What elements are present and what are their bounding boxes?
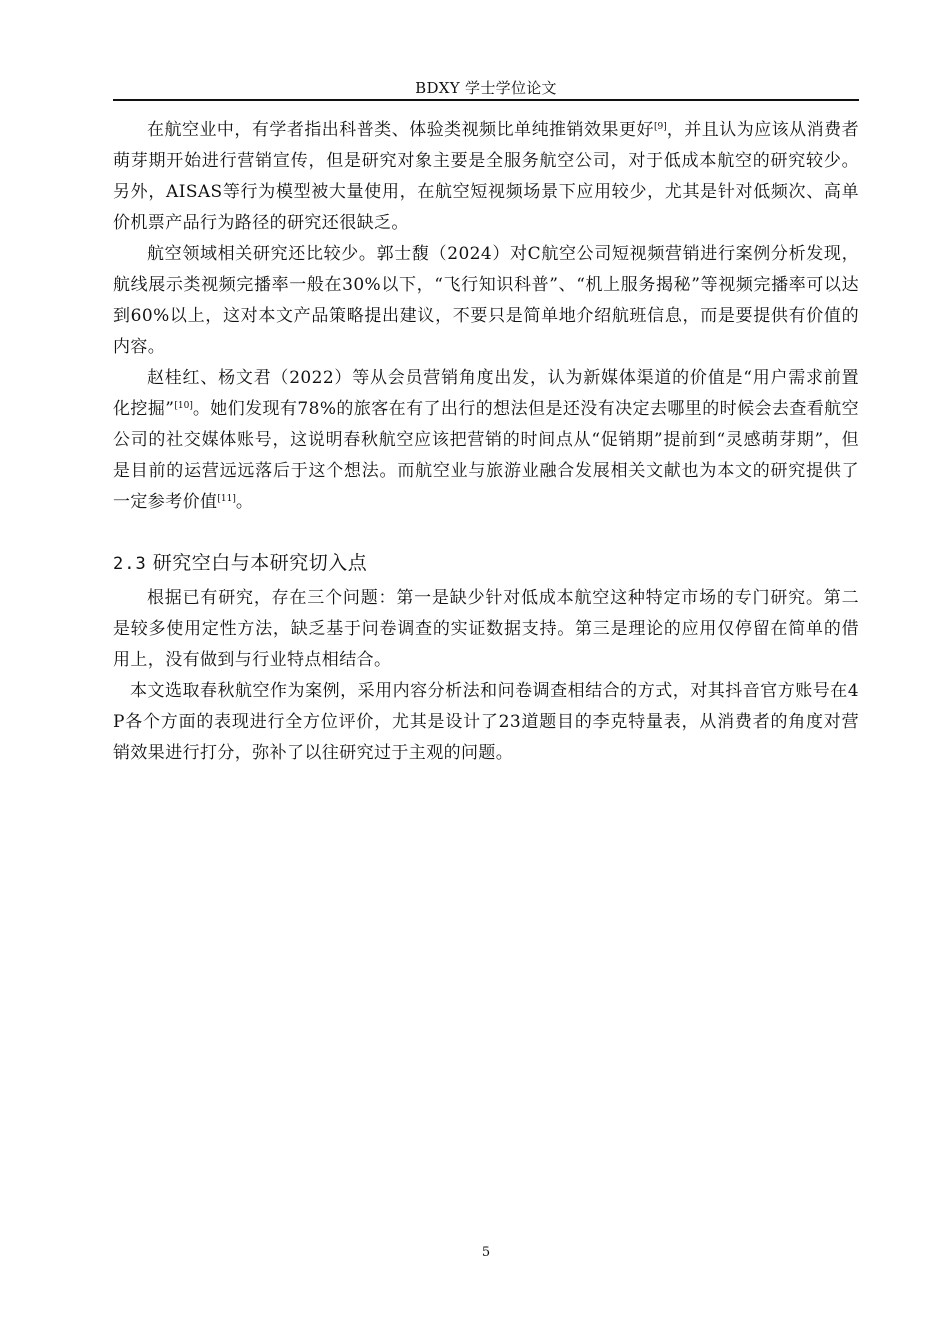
citation-9: [9] bbox=[653, 122, 667, 132]
citation-10: [10] bbox=[174, 401, 193, 411]
paragraph-2: 航空领域相关研究还比较少。郭士馥（2024）对C航空公司短视频营销进行案例分析发现，航线展示类视频完播率一般在30%以下，“飞行知识科普”、“机上服务揭秘”等视频完播率可以达到60%以上，这对本文产品策略提出建议，不要只是简单地介绍航班信息，而是要提供有价值的内容。 bbox=[113, 244, 859, 357]
page-body bbox=[113, 115, 859, 769]
paragraph-4: 根据已有研究，存在三个问题：第一是缺少针对低成本航空这种特定市场的专门研究。第二是较多使用定性方法，缺乏基于问卷调查的实证数据支持。第三是理论的应用仅停留在简单的借用上，没有做到与行业特点相结合。 bbox=[113, 588, 859, 670]
paragraph-1 bbox=[113, 115, 859, 239]
paragraph-3-text-c: 。 bbox=[235, 492, 254, 512]
paragraph-3-text-a: 赵桂红、杨文君（2022）等从会员营销角度出发，认为新媒体渠道的价值是“用户需求前置化挖掘” bbox=[113, 368, 859, 419]
header-rule bbox=[113, 99, 859, 101]
paragraph-5: 本文选取春秋航空作为案例，采用内容分析法和问卷调查相结合的方式，对其抖音官方账号在4P各个方面的表现进行全方位评价，尤其是设计了23道题目的李克特量表，从消费者的角度对营销效果进行打分，弥补了以往研究过于主观的问题。 bbox=[113, 681, 859, 763]
paragraph-3-text-b: 。她们发现有78%的旅客在有了出行的想法但是还没有决定去哪里的时候会去查看航空公司的社交媒体账号，这说明春秋航空应该把营销的时间点从“促销期”提前到“灵感萌芽期”，但是目前的运营远远落后于这个想法。而航空业与旅游业融合发展相关文献也为本文的研究提供了一定参考价值 bbox=[113, 399, 859, 512]
paragraph-1-text-a: 在航空业中，有学者指出科普类、体验类视频比单纯推销效果更好 bbox=[147, 120, 654, 140]
section-number: 2.3 bbox=[113, 554, 147, 574]
section-title: 研究空白与本研究切入点 bbox=[152, 552, 368, 574]
page-number: 5 bbox=[481, 1245, 491, 1260]
citation-11: [11] bbox=[217, 494, 236, 504]
running-header: BDXY 学士学位论文 bbox=[415, 79, 557, 97]
paragraph-3 bbox=[113, 363, 859, 518]
paragraph-1-text-b: ，并且认为应该从消费者萌芽期开始进行营销宣传，但是研究对象主要是全服务航空公司，对于低成本航空的研究较少。另外，AISAS等行为模型被大量使用，在航空短视频场景下应用较少，尤其是针对低频次、高单价机票产品行为路径的研究还很缺乏。 bbox=[113, 120, 859, 233]
section-heading bbox=[113, 547, 859, 580]
